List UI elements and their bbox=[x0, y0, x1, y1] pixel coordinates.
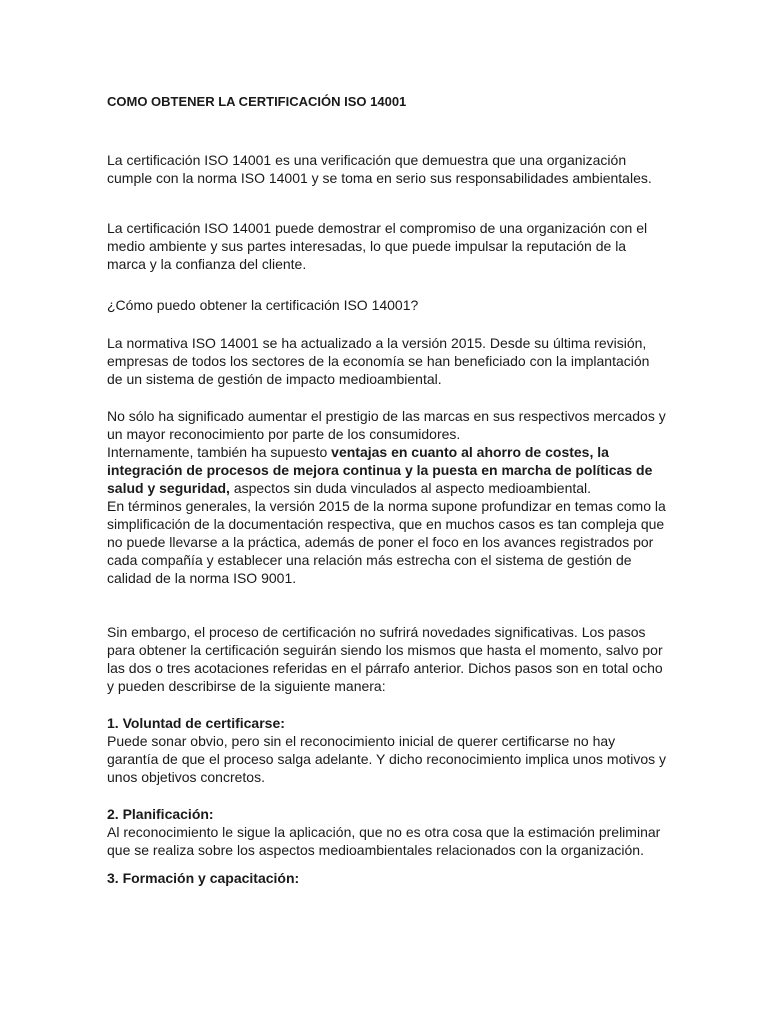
paragraph-question: ¿Cómo puedo obtener la certificación ISO 14001? bbox=[107, 297, 419, 313]
step-2-text: Al reconocimiento le sigue la aplicación, que no es otra cosa que la estimación preliminar que se realiza sobre los aspectos medioambientales relacionados con la organización. bbox=[107, 824, 661, 858]
benefits-internal-pre: Internamente, también ha supuesto bbox=[107, 444, 332, 460]
document-title: COMO OBTENER LA CERTIFICACIÓN ISO 14001 bbox=[107, 94, 407, 109]
step-3 bbox=[107, 869, 667, 887]
benefits-internal-bold: ventajas en cuanto al ahorro de costes, la integración de procesos de mejora continua y la puesta en marcha de políticas de salud y seguridad, bbox=[107, 444, 653, 496]
paragraph-commitment: La certificación ISO 14001 puede demostrar el compromiso de una organización con el medio ambiente y sus partes interesadas, lo que puede impulsar la reputación de la marca y la confianza del cliente. bbox=[107, 220, 648, 272]
step-2 bbox=[107, 805, 667, 859]
step-2-heading: 2. Planificación: bbox=[107, 806, 214, 822]
paragraph-benefits bbox=[107, 407, 667, 587]
step-1-heading: 1. Voluntad de certificarse: bbox=[107, 715, 285, 731]
paragraph-process: Sin embargo, el proceso de certificación no sufrirá novedades significativas. Los pasos para obtener la certificación seguirán siendo los mismos que hasta el momento, salvo por las dos o tres acotaciones referidas en el párrafo anterior. Dichos pasos son en total ocho y pueden describirse de la siguiente manera: bbox=[107, 624, 663, 694]
benefits-internal-text bbox=[107, 443, 667, 497]
benefits-prestige-text: No sólo ha significado aumentar el prestigio de las marcas en sus respectivos mercados y un mayor reconocimiento por parte de los consumidores. bbox=[107, 408, 666, 442]
step-1 bbox=[107, 714, 667, 786]
benefits-internal-post: aspectos sin duda vinculados al aspecto medioambiental. bbox=[229, 480, 592, 496]
paragraph-intro: La certificación ISO 14001 es una verificación que demuestra que una organización cumple con la norma ISO 14001 y se toma en serio sus responsabilidades ambientales. bbox=[107, 152, 652, 186]
step-1-text: Puede sonar obvio, pero sin el reconocimiento inicial de querer certificarse no hay garantía de que el proceso salga adelante. Y dicho reconocimiento implica unos motivos y unos objetivos concretos. bbox=[107, 733, 667, 785]
paragraph-version-2015: La normativa ISO 14001 se ha actualizado a la versión 2015. Desde su última revisión, empresas de todos los sectores de la economía se han beneficiado con la implantación de un sistema de gestión de impacto medioambiental. bbox=[107, 335, 650, 387]
step-3-heading: 3. Formación y capacitación: bbox=[107, 870, 300, 886]
benefits-terms-text: En términos generales, la versión 2015 de la norma supone profundizar en temas como la simplificación de la documentación respectiva, que en muchos casos es tan compleja que no puede llevarse a la práctica, además de poner el foco en los avances registrados por cada compañía y establecer una relación más estrecha con el sistema de gestión de calidad de la norma ISO 9001. bbox=[107, 498, 666, 586]
